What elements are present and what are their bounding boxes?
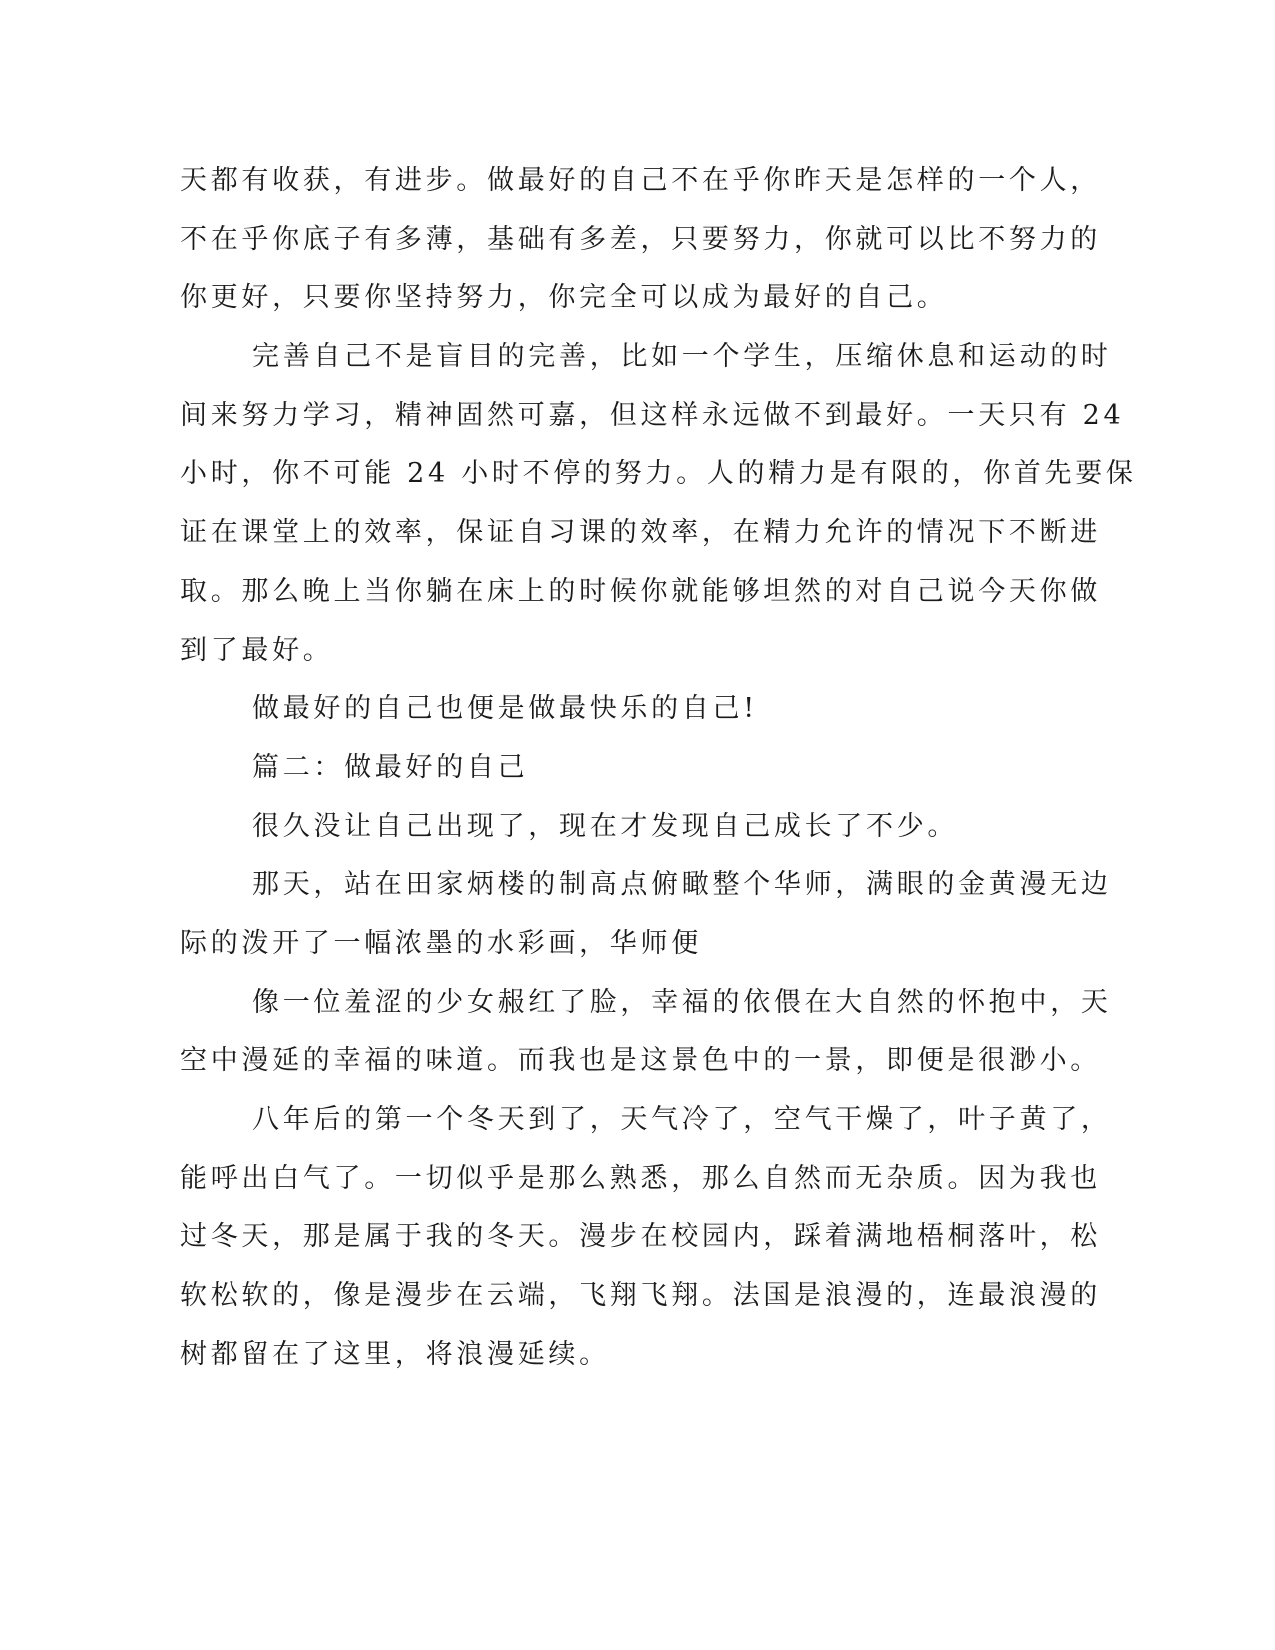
text-line: 空中漫延的幸福的味道。而我也是这景色中的一景，即便是很渺小。: [180, 1045, 1101, 1077]
text-line: 小时，你不可能 24 小时不停的努力。人的精力是有限的，你首先要保: [180, 458, 1137, 490]
text-line: 做最好的自己也便是做最快乐的自己!: [252, 693, 758, 725]
text-line: 那天，站在田家炳楼的制高点俯瞰整个华师，满眼的金黄漫无边: [252, 869, 1112, 901]
text-line: 八年后的第一个冬天到了，天气冷了，空气干燥了，叶子黄了，: [252, 1104, 1112, 1135]
text-line: 过冬天，那是属于我的冬天。漫步在校园内，踩着满地梧桐落叶，松: [180, 1221, 1101, 1253]
text-line: 软松软的，像是漫步在云端，飞翔飞翔。法国是浪漫的，连最浪漫的: [180, 1280, 1101, 1312]
text-line: 际的泼开了一幅浓墨的水彩画，华师便: [180, 927, 702, 959]
text-line: 很久没让自己出现了，现在才发现自己成长了不少。: [252, 810, 959, 842]
text-line: 像一位羞涩的少女赧红了脸，幸福的依偎在大自然的怀抱中，天: [252, 986, 1112, 1018]
text-line: 取。那么晚上当你躺在床上的时候你就能够坦然的对自己说今天你做: [180, 575, 1101, 607]
text-line: 不在乎你底子有多薄，基础有多差，只要努力，你就可以比不努力的: [180, 223, 1101, 255]
document-page: [180, 152, 1137, 1384]
text-line: 天都有收获，有进步。做最好的自己不在乎你昨天是怎样的一个人，: [180, 165, 1101, 196]
text-line: 你更好，只要你坚持努力，你完全可以成为最好的自己。: [180, 282, 948, 314]
text-line: 能呼出白气了。一切似乎是那么熟悉，那么自然而无杂质。因为我也: [180, 1162, 1101, 1194]
text-line: 证在课堂上的效率，保证自习课的效率，在精力允许的情况下不断进: [180, 517, 1101, 549]
text-line: 完善自己不是盲目的完善，比如一个学生，压缩休息和运动的时: [252, 341, 1112, 373]
text-line: 树都留在了这里，将浪漫延续。: [180, 1338, 610, 1370]
text-line: 间来努力学习，精神固然可嘉，但这样永远做不到最好。一天只有 24: [180, 399, 1125, 431]
text-line: 到了最好。: [180, 634, 334, 666]
section-heading: 篇二：做最好的自己: [252, 751, 529, 783]
